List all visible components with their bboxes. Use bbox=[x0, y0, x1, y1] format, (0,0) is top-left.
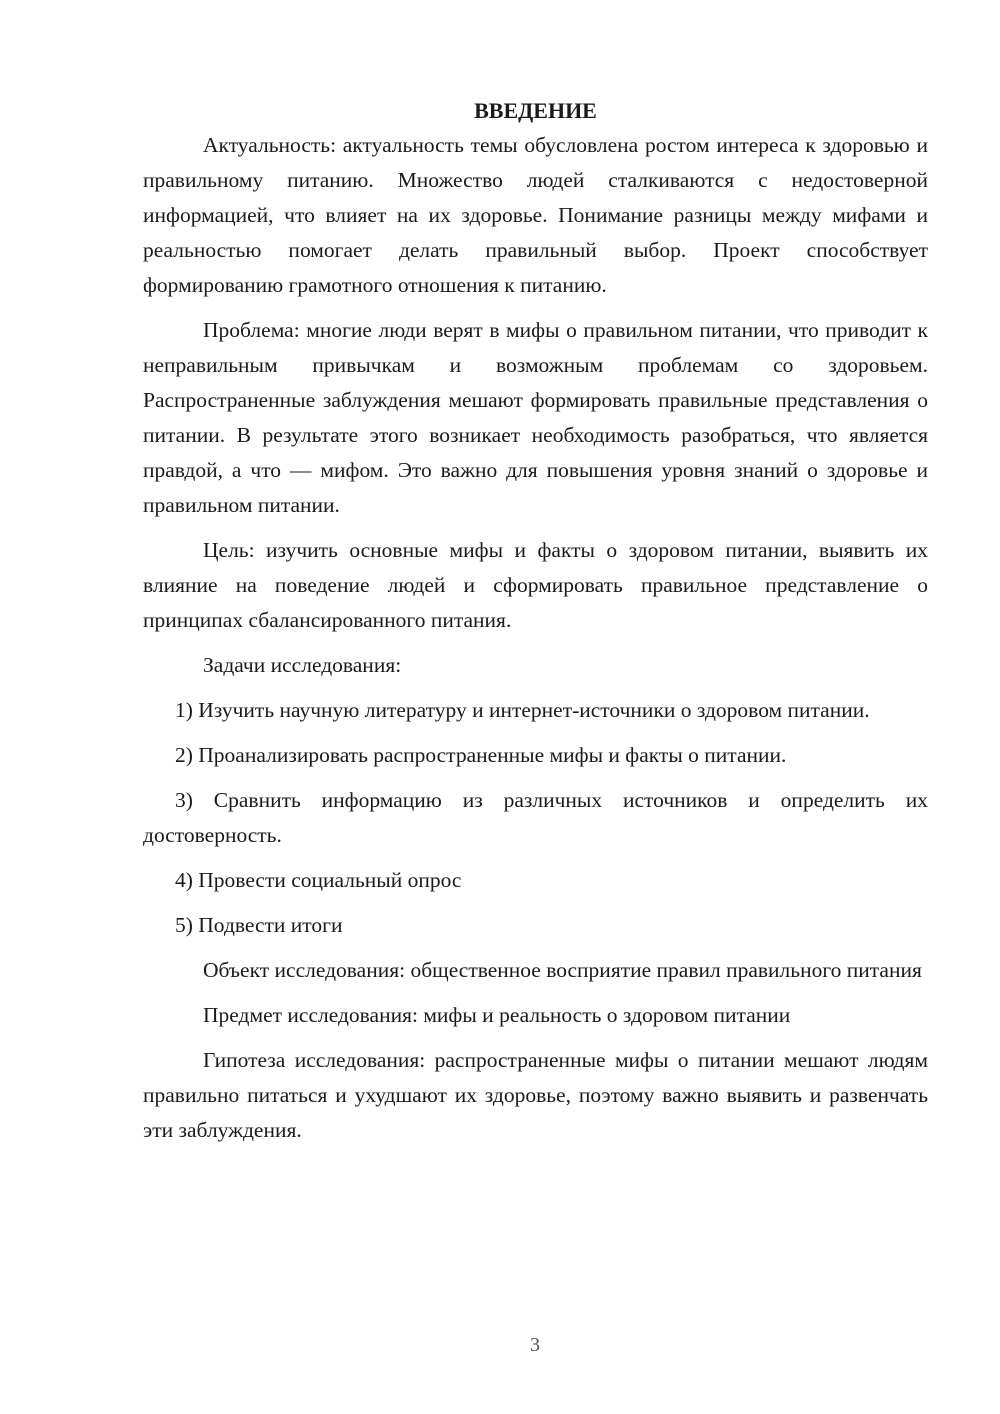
task-item-5: 5) Подвести итоги bbox=[175, 913, 343, 937]
relevance-paragraph: Актуальность: актуальность темы обусловлена ростом интереса к здоровью и правильному питанию. Множество людей сталкиваются с недостоверной информацией, что влияет на их здоровье. Понимание разницы между мифами и реальностью помогает делать правильный выбор. Проект способствует формированию грамотного отношения к питанию. bbox=[143, 133, 928, 297]
goal-paragraph: Цель: изучить основные мифы и факты о здоровом питании, выявить их влияние на поведение людей и сформировать правильное представление о принципах сбалансированного питания. bbox=[143, 538, 928, 632]
object-paragraph: Объект исследования: общественное восприятие правил правильного питания bbox=[203, 958, 922, 982]
hypothesis-paragraph: Гипотеза исследования: распространенные мифы о питании мешают людям правильно питаться и ухудшают их здоровье, поэтому важно выявить и развенчать эти заблуждения. bbox=[143, 1048, 928, 1142]
task-item-4: 4) Провести социальный опрос bbox=[175, 868, 462, 892]
subject-paragraph: Предмет исследования: мифы и реальность о здоровом питании bbox=[203, 1003, 791, 1027]
tasks-title: Задачи исследования: bbox=[203, 653, 402, 677]
section-heading: ВВЕДЕНИЕ bbox=[474, 98, 597, 123]
page-number: 3 bbox=[530, 1334, 540, 1356]
document-page bbox=[143, 96, 928, 1148]
problem-paragraph: Проблема: многие люди верят в мифы о правильном питании, что приводит к неправильным привычкам и возможным проблемам со здоровьем. Распространенные заблуждения мешают формировать правильные представления о питании. В результате этого возникает необходимость разобраться, что является правдой, а что — мифом. Это важно для повышения уровня знаний о здоровье и правильном питании. bbox=[143, 318, 928, 517]
task-item-2: 2) Проанализировать распространенные мифы и факты о питании. bbox=[175, 743, 787, 767]
task-item-1: 1) Изучить научную литературу и интернет-источники о здоровом питании. bbox=[175, 698, 870, 722]
task-item-3: 3) Сравнить информацию из различных источников и определить их достоверность. bbox=[143, 788, 928, 847]
